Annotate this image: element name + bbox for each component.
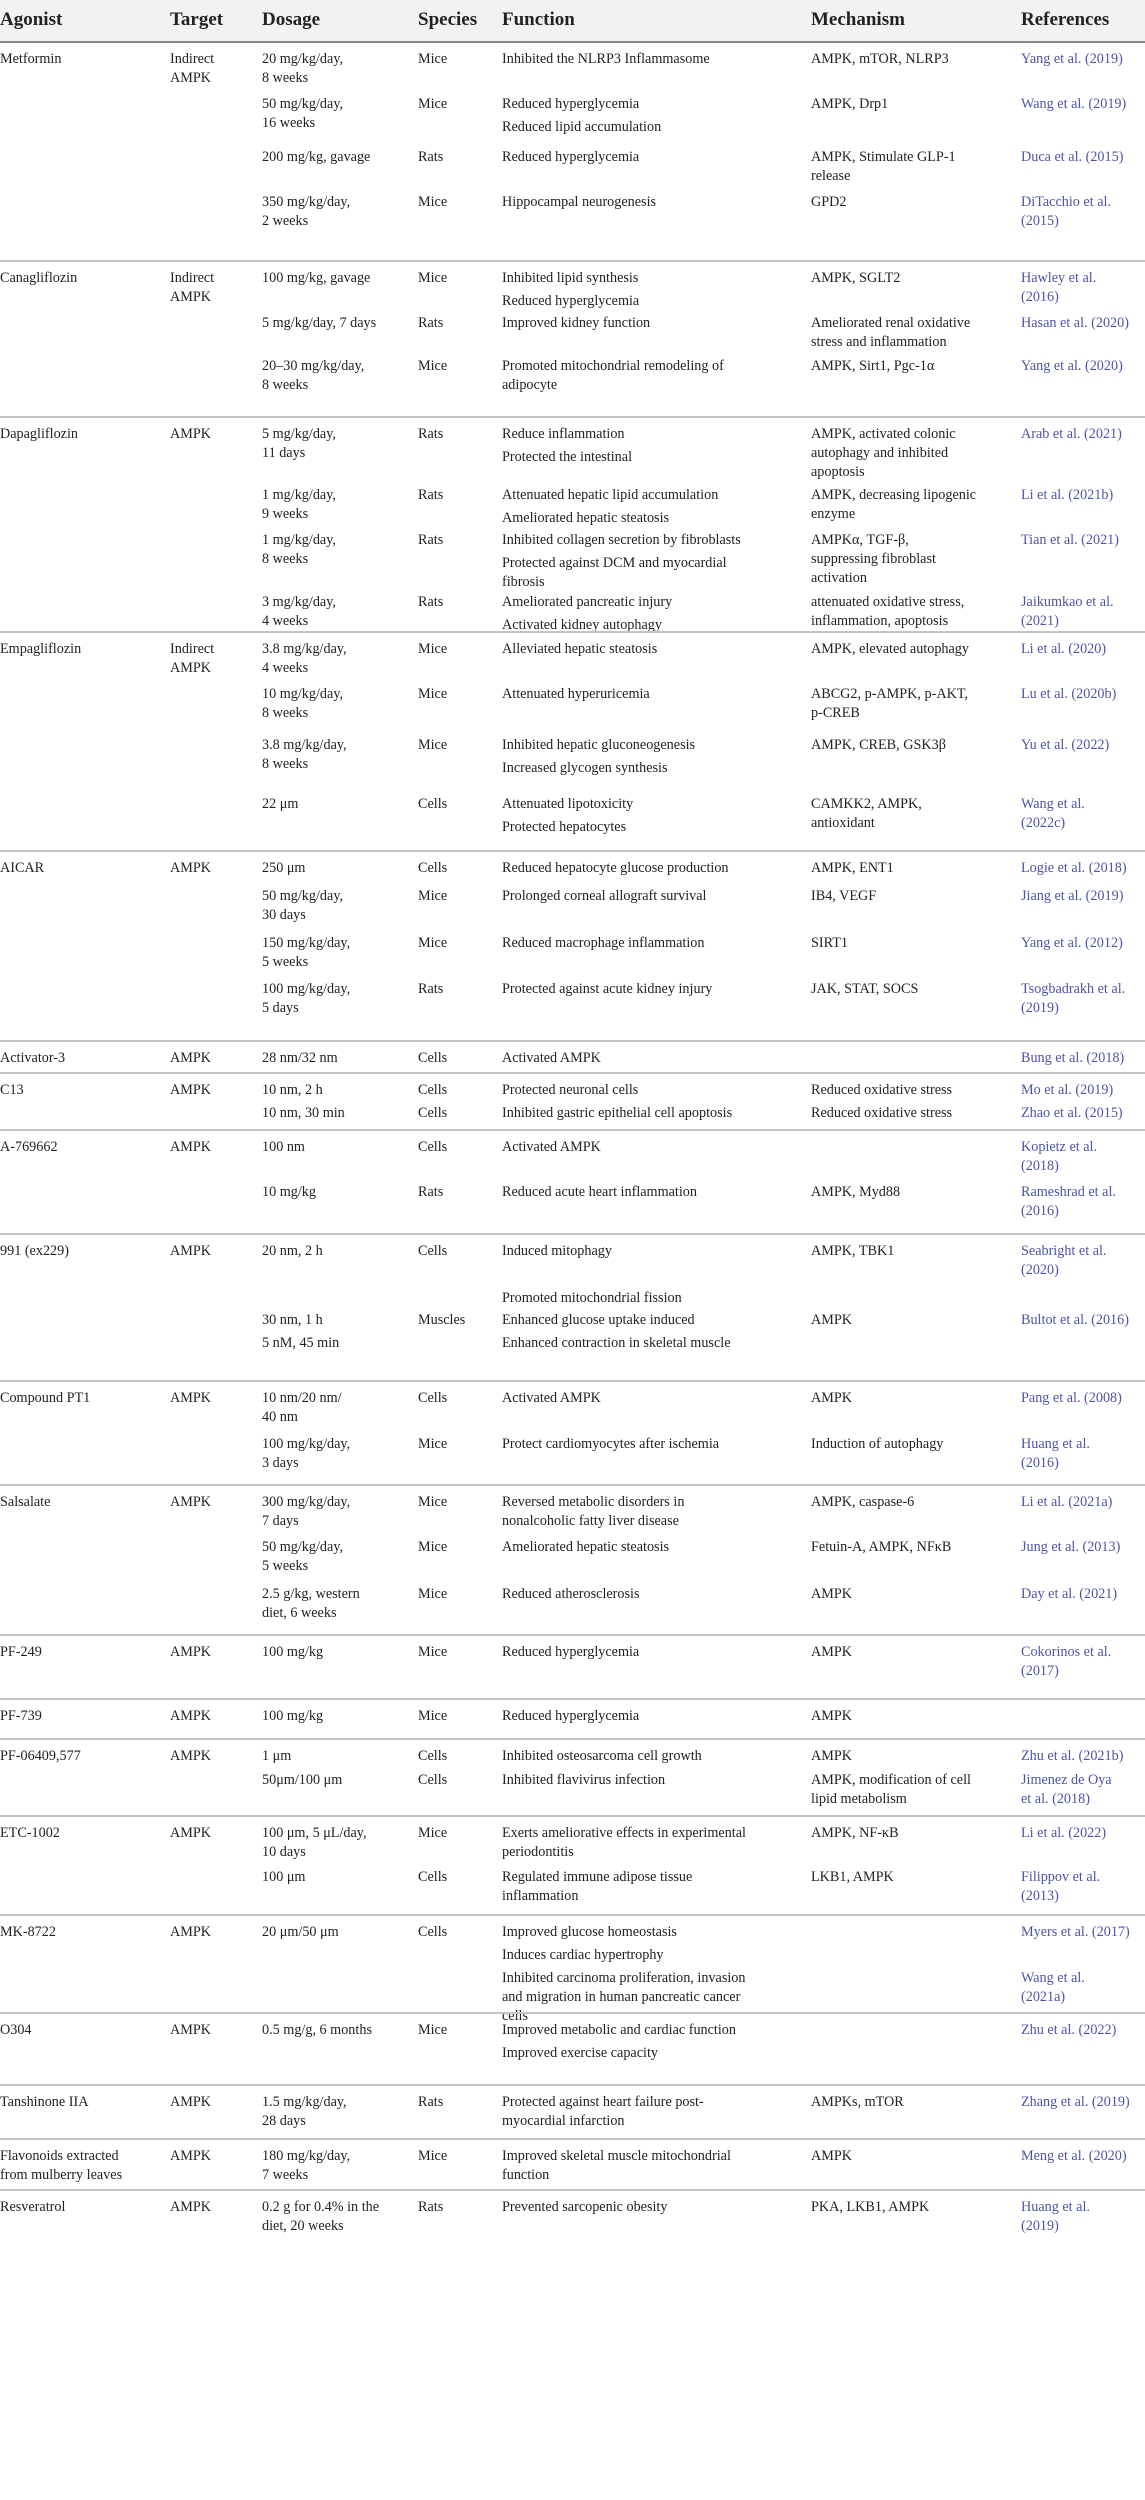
target-cell: AMPK: [170, 1748, 211, 1764]
mechanism-cell: Ameliorated renal oxidative stress and inflammation: [811, 315, 971, 350]
species-cell: Mice: [418, 1644, 448, 1660]
header-species: Species: [418, 9, 478, 30]
mechanism-cell: Induction of autophagy: [811, 1436, 944, 1452]
function-cell: Attenuated lipotoxicity: [502, 796, 634, 812]
agonist-group: [0, 631, 1145, 852]
function-cell: Inhibited gastric epithelial cell apoptosis: [502, 1105, 733, 1121]
dosage-cell: 180 mg/kg/day, 7 weeks: [262, 2148, 351, 2183]
mechanism-cell: AMPK, Myd88: [811, 1184, 901, 1200]
species-cell: Mice: [418, 1494, 448, 1510]
function-cell: Inhibited lipid synthesis: [502, 270, 639, 286]
agonist-name: ETC-1002: [0, 1825, 60, 1841]
function-cell: Reduced acute heart inflammation: [502, 1184, 697, 1200]
function-cell: Activated kidney autophagy: [502, 617, 662, 633]
agonist-group: [0, 1914, 1145, 2024]
target-cell: AMPK: [170, 426, 211, 442]
dosage-cell: 100 mg/kg: [262, 1644, 324, 1660]
function-cell: Ameliorated pancreatic injury: [502, 594, 673, 610]
agonist-name: PF-739: [0, 1708, 42, 1724]
species-cell: Rats: [418, 315, 444, 331]
agonist-group: [0, 1698, 1145, 1740]
mechanism-cell: AMPKs, mTOR: [811, 2094, 904, 2110]
reference-link[interactable]: Duca et al. (2015): [1021, 149, 1124, 165]
reference-link[interactable]: Cokorinos et al. (2017): [1021, 1644, 1112, 1679]
mechanism-cell: AMPK: [811, 1586, 852, 1602]
reference-link[interactable]: Jimenez de Oya et al. (2018): [1021, 1772, 1112, 1807]
mechanism-cell: AMPK, activated colonic autophagy and inhibited apoptosis: [811, 426, 956, 480]
function-cell: Inhibited flavivirus infection: [502, 1772, 666, 1788]
species-cell: Mice: [418, 1586, 448, 1602]
dosage-cell: 10 mg/kg: [262, 1184, 316, 1200]
species-cell: Mice: [418, 686, 448, 702]
reference-link[interactable]: Wang et al. (2019): [1021, 96, 1127, 112]
reference-link[interactable]: Mo et al. (2019): [1021, 1082, 1114, 1098]
dosage-cell: 200 mg/kg, gavage: [262, 149, 371, 165]
agonist-name: Activator-3: [0, 1050, 66, 1066]
target-cell: AMPK: [170, 2199, 211, 2215]
function-cell: Inhibited the NLRP3 Inflammasome: [502, 51, 710, 67]
dosage-cell: 3 mg/kg/day, 4 weeks: [262, 594, 336, 629]
species-cell: Mice: [418, 888, 448, 904]
dosage-cell: 1 μm: [262, 1748, 292, 1764]
mechanism-cell: PKA, LKB1, AMPK: [811, 2199, 930, 2215]
mechanism-cell: attenuated oxidative stress, inflammation, apoptosis: [811, 594, 965, 629]
reference-link[interactable]: Yu et al. (2022): [1021, 737, 1110, 753]
species-cell: Cells: [418, 1139, 448, 1155]
species-cell: Cells: [418, 1390, 448, 1406]
dosage-cell: 30 nm, 1 h: [262, 1312, 323, 1328]
function-cell: Prevented sarcopenic obesity: [502, 2199, 668, 2215]
mechanism-cell: CAMKK2, AMPK, antioxidant: [811, 796, 922, 831]
species-cell: Mice: [418, 51, 448, 67]
reference-link[interactable]: Bultot et al. (2016): [1021, 1312, 1129, 1328]
mechanism-cell: AMPK, caspase-6: [811, 1494, 915, 1510]
species-cell: Mice: [418, 1708, 448, 1724]
reference-link[interactable]: Seabright et al. (2020): [1021, 1243, 1107, 1278]
dosage-cell: 350 mg/kg/day, 2 weeks: [262, 194, 351, 229]
agonist-group: [0, 1815, 1145, 1916]
target-cell: AMPK: [170, 2022, 211, 2038]
mechanism-cell: Fetuin-A, AMPK, NFκB: [811, 1539, 952, 1555]
reference-link[interactable]: Li et al. (2020): [1021, 641, 1107, 657]
agonist-group: [0, 1380, 1145, 1486]
reference-link[interactable]: Meng et al. (2020): [1021, 2148, 1127, 2164]
function-cell: Hippocampal neurogenesis: [502, 194, 657, 210]
agonist-name: Tanshinone IIA: [0, 2094, 89, 2110]
dosage-cell: 20 nm, 2 h: [262, 1243, 323, 1259]
species-cell: Cells: [418, 1105, 448, 1121]
species-cell: Cells: [418, 860, 448, 876]
agonist-group: [0, 416, 1145, 633]
mechanism-cell: AMPK, elevated autophagy: [811, 641, 969, 657]
function-cell: Alleviated hepatic steatosis: [502, 641, 658, 657]
dosage-cell: 100 μm, 5 μL/day, 10 days: [262, 1825, 367, 1860]
species-cell: Mice: [418, 2148, 448, 2164]
species-cell: Rats: [418, 981, 444, 997]
agonist-group: [0, 1484, 1145, 1636]
reference-link[interactable]: DiTacchio et al. (2015): [1021, 194, 1112, 229]
function-cell: Activated AMPK: [502, 1390, 601, 1406]
mechanism-cell: AMPK: [811, 1390, 852, 1406]
function-cell: Improved glucose homeostasis: [502, 1924, 677, 1940]
dosage-cell: 50 mg/kg/day, 30 days: [262, 888, 344, 923]
reference-link[interactable]: Arab et al. (2021): [1021, 426, 1122, 442]
target-cell: AMPK: [170, 1082, 211, 1098]
dosage-cell: 3.8 mg/kg/day, 8 weeks: [262, 737, 347, 772]
agonist-name: Canagliflozin: [0, 270, 78, 286]
reference-link[interactable]: Zhu et al. (2021b): [1021, 1748, 1124, 1764]
dosage-cell: 1 mg/kg/day, 9 weeks: [262, 487, 336, 522]
target-cell: AMPK: [170, 1644, 211, 1660]
reference-link[interactable]: Li et al. (2021a): [1021, 1494, 1113, 1510]
function-cell: Reversed metabolic disorders in nonalcoholic fatty liver disease: [502, 1494, 685, 1529]
reference-link[interactable]: Huang et al. (2019): [1021, 2199, 1090, 2234]
species-cell: Cells: [418, 1748, 448, 1764]
dosage-cell: 2.5 g/kg, western diet, 6 weeks: [262, 1586, 360, 1621]
header-agonist: Agonist: [0, 9, 63, 30]
reference-link[interactable]: Tian et al. (2021): [1021, 532, 1119, 548]
species-cell: Rats: [418, 2199, 444, 2215]
dosage-cell: 20 mg/kg/day, 8 weeks: [262, 51, 344, 86]
function-cell: Inhibited hepatic gluconeogenesis: [502, 737, 696, 753]
dosage-cell: 300 mg/kg/day, 7 days: [262, 1494, 351, 1529]
reference-link[interactable]: Yang et al. (2020): [1021, 358, 1123, 374]
function-cell: Reduced hyperglycemia: [502, 293, 640, 309]
dosage-cell: 50 mg/kg/day, 5 weeks: [262, 1539, 344, 1574]
agonist-name: AICAR: [0, 860, 45, 876]
agonist-name: Salsalate: [0, 1494, 51, 1510]
dosage-cell: 28 nm/32 nm: [262, 1050, 338, 1066]
agonist-group: [0, 2012, 1145, 2086]
reference-link[interactable]: Yang et al. (2019): [1021, 51, 1123, 67]
function-cell: Induces cardiac hypertrophy: [502, 1947, 664, 1963]
mechanism-cell: AMPK, Sirt1, Pgc-1α: [811, 358, 935, 374]
mechanism-cell: JAK, STAT, SOCS: [811, 981, 919, 997]
function-cell: Improved skeletal muscle mitochondrial function: [502, 2148, 731, 2183]
reference-link[interactable]: Jaikumkao et al. (2021): [1021, 594, 1114, 629]
species-cell: Mice: [418, 2022, 448, 2038]
agonist-name: PF-06409,577: [0, 1748, 81, 1764]
reference-link[interactable]: Li et al. (2021b): [1021, 487, 1114, 503]
species-cell: Mice: [418, 1436, 448, 1452]
species-cell: Mice: [418, 358, 448, 374]
mechanism-cell: AMPK, Drp1: [811, 96, 889, 112]
reference-link[interactable]: Tsogbadrakh et al. (2019): [1021, 981, 1126, 1016]
dosage-cell: 5 nM, 45 min: [262, 1335, 340, 1351]
target-cell: Indirect AMPK: [170, 641, 215, 676]
mechanism-cell: AMPK, mTOR, NLRP3: [811, 51, 949, 67]
mechanism-cell: GPD2: [811, 194, 847, 210]
agonist-group: [0, 1738, 1145, 1817]
reference-link[interactable]: Huang et al. (2016): [1021, 1436, 1090, 1471]
header-dosage: Dosage: [262, 9, 321, 30]
header-references: References: [1021, 9, 1110, 30]
agonist-name: Dapagliflozin: [0, 426, 79, 442]
mechanism-cell: AMPK, TBK1: [811, 1243, 895, 1259]
function-cell: Reduced hepatocyte glucose production: [502, 860, 729, 876]
function-cell: Reduced hyperglycemia: [502, 1644, 640, 1660]
dosage-cell: 250 μm: [262, 860, 306, 876]
mechanism-cell: AMPK, modification of cell lipid metabolism: [811, 1772, 971, 1807]
agonist-group: [0, 1072, 1145, 1131]
dosage-cell: 10 mg/kg/day, 8 weeks: [262, 686, 344, 721]
function-cell: Attenuated hyperuricemia: [502, 686, 650, 702]
mechanism-cell: AMPK, ENT1: [811, 860, 894, 876]
species-cell: Rats: [418, 487, 444, 503]
agonist-name: O304: [0, 2022, 32, 2038]
target-cell: AMPK: [170, 1494, 211, 1510]
dosage-cell: 22 μm: [262, 796, 299, 812]
header-target: Target: [170, 9, 224, 30]
function-cell: Protected against DCM and myocardial fibrosis: [502, 555, 727, 590]
dosage-cell: 100 μm: [262, 1869, 306, 1885]
agonist-group: [0, 850, 1145, 1042]
mechanism-cell: AMPK, CREB, GSK3β: [811, 737, 946, 753]
mechanism-cell: ABCG2, p-AMPK, p-AKT, p-CREB: [811, 686, 968, 721]
function-cell: Inhibited carcinoma proliferation, invasion and migration in human pancreatic cancer cells: [502, 1970, 746, 2024]
reference-link[interactable]: Myers et al. (2017): [1021, 1924, 1130, 1940]
reference-link[interactable]: Rameshrad et al. (2016): [1021, 1184, 1116, 1219]
dosage-cell: 20 μm/50 μm: [262, 1924, 339, 1940]
dosage-cell: 10 nm/20 nm/ 40 nm: [262, 1390, 342, 1425]
target-cell: Indirect AMPK: [170, 51, 215, 86]
reference-link[interactable]: Lu et al. (2020b): [1021, 686, 1117, 702]
species-cell: Mice: [418, 737, 448, 753]
function-cell: Enhanced contraction in skeletal muscle: [502, 1335, 731, 1351]
reference-link[interactable]: Pang et al. (2008): [1021, 1390, 1122, 1406]
function-cell: Attenuated hepatic lipid accumulation: [502, 487, 719, 503]
function-cell: Protected against heart failure post- myocardial infarction: [502, 2094, 704, 2129]
function-cell: Inhibited collagen secretion by fibroblasts: [502, 532, 741, 548]
reference-link[interactable]: Hasan et al. (2020): [1021, 315, 1129, 331]
reference-link[interactable]: Yang et al. (2012): [1021, 935, 1123, 951]
function-cell: Protected hepatocytes: [502, 819, 627, 835]
function-cell: Regulated immune adipose tissue inflammation: [502, 1869, 693, 1904]
species-cell: Mice: [418, 270, 448, 286]
species-cell: Mice: [418, 96, 448, 112]
agonist-group: [0, 2084, 1145, 2140]
agonist-name: Flavonoids extracted from mulberry leaves: [0, 2148, 123, 2183]
target-cell: AMPK: [170, 1825, 211, 1841]
dosage-cell: 50μm/100 μm: [262, 1772, 343, 1788]
function-cell: Protect cardiomyocytes after ischemia: [502, 1436, 720, 1452]
mechanism-cell: Reduced oxidative stress: [811, 1082, 953, 1098]
mechanism-cell: AMPK, decreasing lipogenic enzyme: [811, 487, 977, 522]
agonist-name: MK-8722: [0, 1924, 56, 1940]
dosage-cell: 100 mg/kg, gavage: [262, 270, 371, 286]
function-cell: Ameliorated hepatic steatosis: [502, 510, 670, 526]
mechanism-cell: AMPK: [811, 1748, 852, 1764]
mechanism-cell: IB4, VEGF: [811, 888, 877, 904]
species-cell: Mice: [418, 1825, 448, 1841]
target-cell: AMPK: [170, 2148, 211, 2164]
reference-link[interactable]: Day et al. (2021): [1021, 1586, 1118, 1602]
species-cell: Rats: [418, 1184, 444, 1200]
header-mechanism: Mechanism: [811, 9, 905, 30]
agonist-group: [0, 43, 1145, 260]
dosage-cell: 0.5 mg/g, 6 months: [262, 2022, 372, 2038]
mechanism-cell: Reduced oxidative stress: [811, 1105, 953, 1121]
table-header-row: [0, 0, 1145, 43]
species-cell: Mice: [418, 641, 448, 657]
dosage-cell: 50 mg/kg/day, 16 weeks: [262, 96, 344, 131]
dosage-cell: 100 mg/kg/day, 5 days: [262, 981, 351, 1016]
dosage-cell: 150 mg/kg/day, 5 weeks: [262, 935, 351, 970]
function-cell: Promoted mitochondrial fission: [502, 1290, 682, 1306]
agonist-name: Metformin: [0, 51, 62, 67]
dosage-cell: 100 mg/kg/day, 3 days: [262, 1436, 351, 1471]
species-cell: Rats: [418, 594, 444, 610]
mechanism-cell: AMPK: [811, 2148, 852, 2164]
species-cell: Mice: [418, 194, 448, 210]
function-cell: Improved exercise capacity: [502, 2045, 658, 2061]
reference-link[interactable]: Zhu et al. (2022): [1021, 2022, 1117, 2038]
mechanism-cell: AMPK: [811, 1644, 852, 1660]
species-cell: Rats: [418, 149, 444, 165]
mechanism-cell: AMPK: [811, 1708, 852, 1724]
function-cell: Reduced hyperglycemia: [502, 96, 640, 112]
reference-link[interactable]: Kopietz et al. (2018): [1021, 1139, 1098, 1174]
dosage-cell: 1.5 mg/kg/day, 28 days: [262, 2094, 347, 2129]
mechanism-cell: AMPK, NF-κB: [811, 1825, 899, 1841]
dosage-cell: 100 nm: [262, 1139, 305, 1155]
function-cell: Promoted mitochondrial remodeling of adipocyte: [502, 358, 724, 393]
agonist-name: 991 (ex229): [0, 1243, 69, 1259]
species-cell: Cells: [418, 1243, 448, 1259]
target-cell: AMPK: [170, 2094, 211, 2110]
agonist-name: A-769662: [0, 1139, 58, 1155]
function-cell: Reduced hyperglycemia: [502, 1708, 640, 1724]
mechanism-cell: AMPK, SGLT2: [811, 270, 901, 286]
target-cell: AMPK: [170, 1139, 211, 1155]
function-cell: Protected against acute kidney injury: [502, 981, 713, 997]
function-cell: Reduced macrophage inflammation: [502, 935, 705, 951]
dosage-cell: 100 mg/kg: [262, 1708, 324, 1724]
species-cell: Mice: [418, 1539, 448, 1555]
function-cell: Reduce inflammation: [502, 426, 625, 442]
agonist-name: Resveratrol: [0, 2199, 66, 2215]
agonist-name: Compound PT1: [0, 1390, 91, 1406]
mechanism-cell: AMPKα, TGF-β, suppressing fibroblast activation: [811, 532, 936, 586]
species-cell: Rats: [418, 426, 444, 442]
species-cell: Cells: [418, 1869, 448, 1885]
target-cell: AMPK: [170, 1924, 211, 1940]
reference-link[interactable]: Logie et al. (2018): [1021, 860, 1127, 876]
target-cell: AMPK: [170, 1390, 211, 1406]
function-cell: Protected neuronal cells: [502, 1082, 639, 1098]
reference-link[interactable]: Bung et al. (2018): [1021, 1050, 1125, 1066]
function-cell: Induced mitophagy: [502, 1243, 612, 1259]
reference-link[interactable]: Wang et al. (2022c): [1021, 796, 1085, 831]
reference-link[interactable]: Jung et al. (2013): [1021, 1539, 1121, 1555]
function-cell: Improved kidney function: [502, 315, 651, 331]
reference-link[interactable]: Hawley et al. (2016): [1021, 270, 1097, 305]
species-cell: Cells: [418, 1050, 448, 1066]
function-cell: Reduced hyperglycemia: [502, 149, 640, 165]
reference-link[interactable]: Li et al. (2022): [1021, 1825, 1107, 1841]
agonist-group: [0, 1634, 1145, 1700]
mechanism-cell: AMPK, Stimulate GLP-1 release: [811, 149, 956, 184]
mechanism-cell: LKB1, AMPK: [811, 1869, 894, 1885]
reference-link[interactable]: Zhang et al. (2019): [1021, 2094, 1130, 2110]
reference-link[interactable]: Jiang et al. (2019): [1021, 888, 1124, 904]
agonist-name: Empagliflozin: [0, 641, 82, 657]
dosage-cell: 5 mg/kg/day, 11 days: [262, 426, 336, 461]
function-cell: Enhanced glucose uptake induced: [502, 1312, 695, 1328]
species-cell: Muscles: [418, 1312, 466, 1328]
function-cell: Improved metabolic and cardiac function: [502, 2022, 736, 2038]
target-cell: AMPK: [170, 1243, 211, 1259]
header-function: Function: [502, 9, 575, 30]
function-cell: Inhibited osteosarcoma cell growth: [502, 1748, 702, 1764]
agonist-name: PF-249: [0, 1644, 42, 1660]
species-cell: Cells: [418, 1772, 448, 1788]
dosage-cell: 10 nm, 2 h: [262, 1082, 323, 1098]
function-cell: Increased glycogen synthesis: [502, 760, 668, 776]
reference-link[interactable]: Filippov et al. (2013): [1021, 1869, 1101, 1904]
target-cell: AMPK: [170, 1050, 211, 1066]
species-cell: Mice: [418, 935, 448, 951]
species-cell: Cells: [418, 1924, 448, 1940]
function-cell: Ameliorated hepatic steatosis: [502, 1539, 670, 1555]
function-cell: Reduced lipid accumulation: [502, 119, 662, 135]
function-cell: Reduced atherosclerosis: [502, 1586, 640, 1602]
function-cell: Exerts ameliorative effects in experimental periodontitis: [502, 1825, 746, 1860]
dosage-cell: 10 nm, 30 min: [262, 1105, 345, 1121]
species-cell: Cells: [418, 796, 448, 812]
agonist-group: [0, 2138, 1145, 2191]
species-cell: Cells: [418, 1082, 448, 1098]
dosage-cell: 5 mg/kg/day, 7 days: [262, 315, 377, 331]
reference-link[interactable]: Wang et al. (2021a): [1021, 1970, 1085, 2005]
agonist-group: [0, 1040, 1145, 1074]
function-cell: Activated AMPK: [502, 1139, 601, 1155]
target-cell: Indirect AMPK: [170, 270, 215, 305]
function-cell: Prolonged corneal allograft survival: [502, 888, 707, 904]
reference-link[interactable]: Zhao et al. (2015): [1021, 1105, 1123, 1121]
target-cell: AMPK: [170, 1708, 211, 1724]
function-cell: Activated AMPK: [502, 1050, 601, 1066]
dosage-cell: 20–30 mg/kg/day, 8 weeks: [262, 358, 365, 393]
agonist-group: [0, 260, 1145, 418]
agonist-group: [0, 1233, 1145, 1382]
species-cell: Rats: [418, 532, 444, 548]
agonist-name: C13: [0, 1082, 24, 1098]
species-cell: Rats: [418, 2094, 444, 2110]
mechanism-cell: SIRT1: [811, 935, 848, 951]
mechanism-cell: AMPK: [811, 1312, 852, 1328]
function-cell: Protected the intestinal: [502, 449, 633, 465]
dosage-cell: 0.2 g for 0.4% in the diet, 20 weeks: [262, 2199, 380, 2234]
agonist-group: [0, 2189, 1145, 2247]
dosage-cell: 3.8 mg/kg/day, 4 weeks: [262, 641, 347, 676]
dosage-cell: 1 mg/kg/day, 8 weeks: [262, 532, 336, 567]
target-cell: AMPK: [170, 860, 211, 876]
agonist-group: [0, 1129, 1145, 1235]
